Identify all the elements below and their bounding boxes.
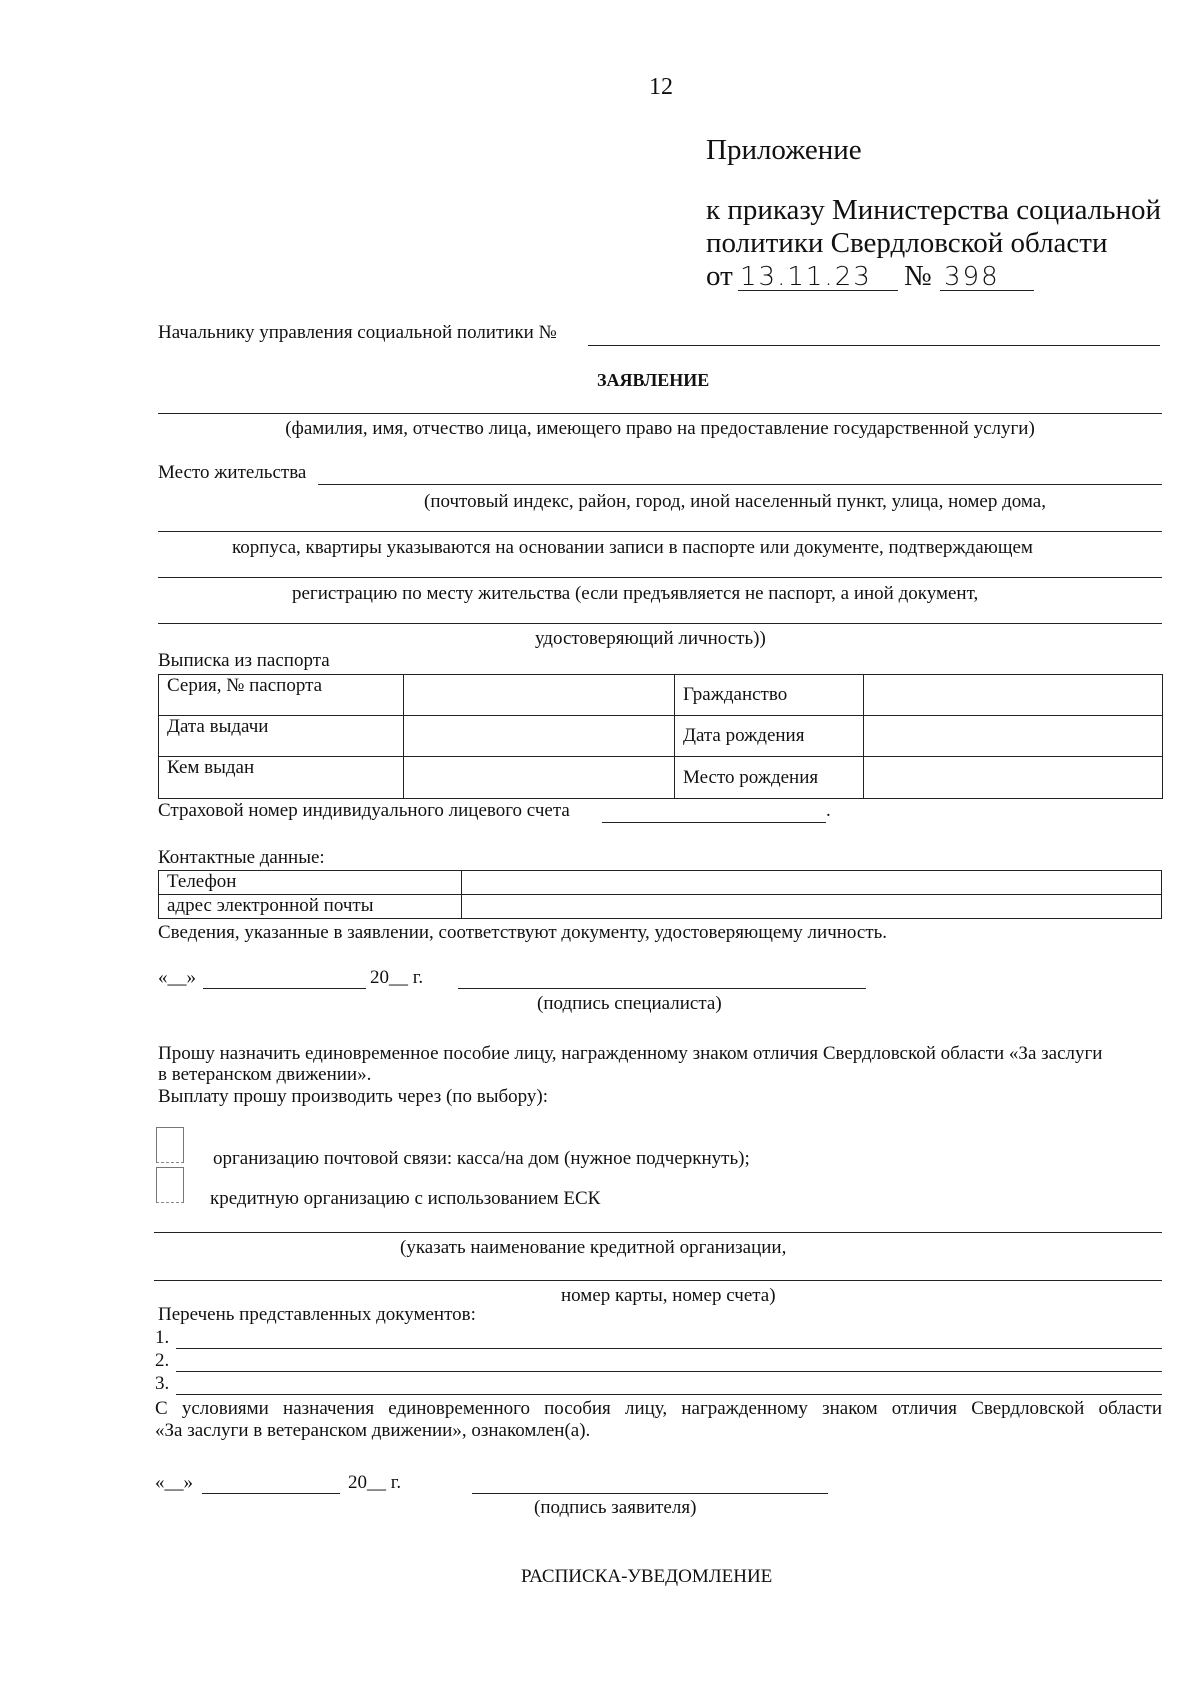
fio-hint: (фамилия, имя, отчество лица, имеющего право на предоставление государственной услуги)	[285, 418, 1035, 439]
birth-date-input[interactable]	[864, 716, 1163, 757]
request-line-1: Прошу назначить единовременное пособие лицу, награжденному знаком отличия Свердловской области «За заслуги	[158, 1043, 1103, 1064]
phone-label: Телефон	[159, 871, 462, 895]
citizenship-label: Гражданство	[675, 675, 864, 716]
bank-checkbox[interactable]	[156, 1167, 184, 1203]
info-statement: Сведения, указанные в заявлении, соответствуют документу, удостоверяющему личность.	[158, 922, 888, 943]
citizenship-input[interactable]	[864, 675, 1163, 716]
addressee-field[interactable]	[588, 345, 1160, 346]
document-field-2[interactable]	[176, 1371, 1162, 1372]
residence-field-4[interactable]	[158, 623, 1162, 624]
passport-table	[158, 674, 1163, 799]
signature-field-1[interactable]	[458, 988, 866, 989]
signature-hint-1: (подпись специалиста)	[537, 993, 722, 1014]
document-title: ЗАЯВЛЕНИЕ	[597, 370, 710, 390]
order-date-underline	[738, 290, 898, 291]
conditions-line-1: С условиями назначения единовременного пособия лицу, награжденному знаком отличия Свердловской области	[155, 1398, 1162, 1419]
phone-input[interactable]	[462, 871, 1162, 895]
bank-option-label: кредитную организацию с использованием ЕСК	[210, 1188, 601, 1209]
date-year-1: 20__ г.	[370, 967, 424, 988]
appendix-title: Приложение	[706, 134, 862, 166]
issued-by-input[interactable]	[404, 757, 675, 799]
order-line-2: политики Свердловской области	[706, 227, 1108, 259]
snils-tail: .	[826, 800, 831, 821]
birth-date-label: Дата рождения	[675, 716, 864, 757]
contacts-label: Контактные данные:	[158, 847, 325, 868]
passport-row	[159, 716, 1163, 757]
order-line-1: к приказу Министерства социальной	[706, 194, 1162, 226]
request-line-2: в ветеранском движении».	[158, 1064, 372, 1085]
order-number-prefix: №	[904, 260, 932, 292]
postal-checkbox[interactable]	[156, 1127, 184, 1163]
fio-field[interactable]	[158, 413, 1162, 414]
residence-hint-4: удостоверяющий личность))	[535, 628, 766, 649]
conditions-line-2: «За заслуги в ветеранском движении», ознакомлен(а).	[155, 1420, 591, 1441]
issued-by-label: Кем выдан	[159, 757, 404, 799]
date-year-2: 20__ г.	[348, 1472, 402, 1493]
receipt-title: РАСПИСКА-УВЕДОМЛЕНИЕ	[521, 1566, 773, 1587]
signature-hint-2: (подпись заявителя)	[534, 1497, 697, 1518]
documents-label: Перечень представленных документов:	[158, 1304, 476, 1325]
issue-date-input[interactable]	[404, 716, 675, 757]
page-number: 12	[649, 74, 673, 100]
bank-field-1[interactable]	[154, 1232, 1162, 1233]
snils-field[interactable]	[602, 822, 826, 823]
contacts-table	[158, 870, 1162, 919]
contacts-row	[159, 895, 1162, 919]
residence-hint-2: корпуса, квартиры указываются на основании записи в паспорте или документе, подтверждающем	[232, 537, 1033, 558]
payment-label: Выплату прошу производить через (по выбору):	[158, 1086, 548, 1107]
residence-field-2[interactable]	[158, 531, 1162, 532]
birth-place-label: Место рождения	[675, 757, 864, 799]
date-month-field-2[interactable]	[202, 1493, 340, 1494]
date-month-field-1[interactable]	[203, 988, 366, 989]
residence-field-1[interactable]	[318, 484, 1162, 485]
residence-hint-3: регистрацию по месту жительства (если предъявляется не паспорт, а иной документ,	[292, 583, 979, 604]
snils-label: Страховой номер индивидуального лицевого счета	[158, 800, 570, 821]
order-date-prefix: от	[706, 260, 733, 292]
passport-label: Выписка из паспорта	[158, 650, 330, 671]
document-field-1[interactable]	[176, 1348, 1162, 1349]
contacts-row	[159, 871, 1162, 895]
bank-hint-1: (указать наименование кредитной организации,	[400, 1237, 787, 1258]
residence-label: Место жительства	[158, 462, 307, 483]
order-date-handwritten: 13.11.23	[740, 262, 872, 292]
document-field-3[interactable]	[176, 1394, 1162, 1395]
document-item-3: 3.	[155, 1373, 170, 1394]
email-label: адрес электронной почты	[159, 895, 462, 919]
residence-field-3[interactable]	[158, 577, 1162, 578]
document-item-1: 1.	[155, 1327, 170, 1348]
order-number-handwritten: 398	[944, 262, 1000, 292]
passport-row	[159, 757, 1163, 799]
signature-field-2[interactable]	[472, 1493, 828, 1494]
addressee-label: Начальнику управления социальной политики №	[158, 322, 557, 343]
date-quote-2: «__»	[155, 1472, 193, 1493]
order-number-underline	[940, 290, 1034, 291]
passport-series-label: Серия, № паспорта	[159, 675, 404, 716]
bank-field-2[interactable]	[154, 1280, 1162, 1281]
passport-row	[159, 675, 1163, 716]
bank-hint-2: номер карты, номер счета)	[561, 1285, 776, 1306]
passport-series-input[interactable]	[404, 675, 675, 716]
date-quote-1: «__»	[158, 967, 196, 988]
postal-option-label: организацию почтовой связи: касса/на дом (нужное подчеркнуть);	[213, 1148, 750, 1169]
residence-hint-1: (почтовый индекс, район, город, иной населенный пункт, улица, номер дома,	[424, 491, 1046, 512]
document-item-2: 2.	[155, 1350, 170, 1371]
birth-place-input[interactable]	[864, 757, 1163, 799]
email-input[interactable]	[462, 895, 1162, 919]
issue-date-label: Дата выдачи	[159, 716, 404, 757]
